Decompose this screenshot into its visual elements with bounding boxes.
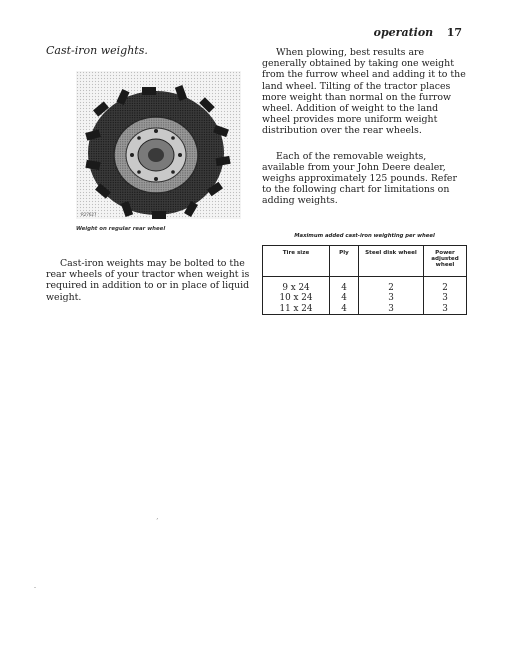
cell-power-adjusted: 2 (424, 276, 467, 293)
section-title: Cast-iron weights. (46, 44, 148, 57)
weights-paragraph: Each of the removable weights, available from your John Deere dealer, weighs approximately 125 pounds. Refer to the following chart for limitations on adding weights. (262, 150, 457, 207)
table-title: Maximum added cast-iron weighting per wheel (294, 232, 435, 239)
cell-ply: 4 (330, 304, 359, 315)
tractor-wheel-illustration (76, 71, 241, 219)
cell-power-adjusted: 3 (424, 304, 467, 315)
cell-tire-size: 9 x 24 (263, 276, 330, 293)
wheel-weight-photo (76, 71, 241, 219)
right-column (262, 47, 467, 315)
cell-ply: 4 (330, 293, 359, 304)
cell-steel-disk: 2 (359, 276, 424, 293)
header-tire-size: Tire size (263, 245, 330, 276)
left-column (46, 44, 251, 303)
cell-tire-size: 10 x 24 (263, 293, 330, 304)
table-row (263, 293, 467, 304)
cell-tire-size: 11 x 24 (263, 304, 330, 315)
cell-steel-disk: 3 (359, 293, 424, 304)
figure-caption: Weight on regular rear wheel (76, 226, 166, 232)
header-ply: Ply (330, 245, 359, 276)
header-power-adjusted: Power adjusted wheel (424, 245, 467, 276)
cell-steel-disk: 3 (359, 304, 424, 315)
header-steel-disk: Steel disk wheel (359, 245, 424, 276)
page-header (374, 26, 462, 39)
weight-limits-table (262, 245, 467, 316)
table-header-row (263, 245, 467, 276)
scan-speck: ʼ (156, 518, 158, 525)
cell-ply: 4 (330, 276, 359, 293)
table-row (263, 304, 467, 315)
left-paragraph: Cast-iron weights may be bolted to the rear wheels of your tractor when weight is required in addition to or in place of liquid weight. (46, 258, 250, 303)
section-name: operation (373, 26, 434, 39)
plowing-paragraph: When plowing, best results are generally obtained by taking one weight from the furrow wheel and adding it to the land wheel. Tilting of the tractor places more weight than normal on the furrow wheel. Addition of weight to the land wheel provides more uniform weight distribution over the rear wheels. (262, 47, 466, 137)
page-number: 17 (446, 26, 462, 39)
scan-speck: - (34, 584, 37, 591)
table-row (263, 276, 467, 293)
figure-code: R27627 (81, 212, 97, 217)
cell-power-adjusted: 3 (424, 293, 467, 304)
